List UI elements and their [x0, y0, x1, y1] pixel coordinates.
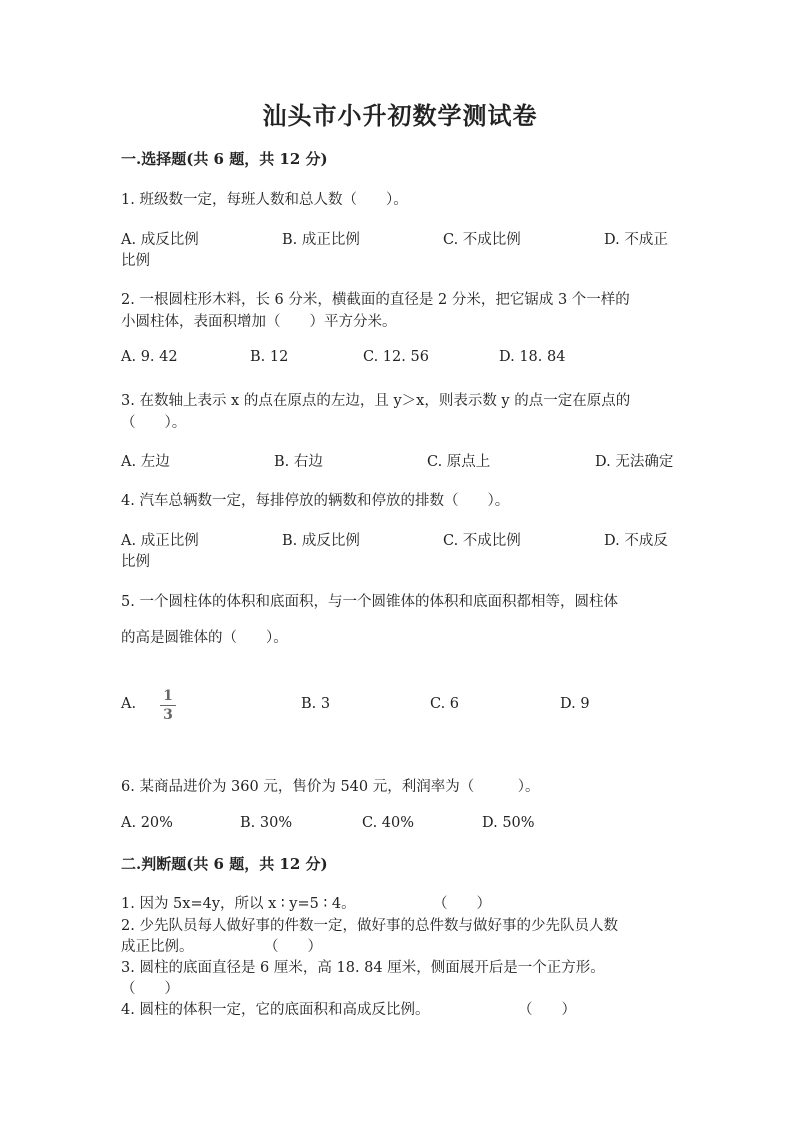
- question-6-stem: 6. 某商品进价为 360 元，售价为 540 元，利润率为（ ）。: [121, 779, 540, 795]
- judgement-4-answer-paren: （ ）: [518, 1002, 576, 1018]
- question-4-option-d-wrap: 比例: [121, 554, 150, 570]
- question-1-option-d-wrap: 比例: [121, 253, 150, 269]
- question-4-option-b: B. 成反比例: [282, 533, 360, 549]
- question-4-stem: 4. 汽车总辆数一定，每排停放的辆数和停放的排数（ ）。: [121, 493, 510, 509]
- question-5-stem-line2: 的高是圆锥体的（ ）。: [121, 630, 288, 646]
- question-3-option-d: D. 无法确定: [595, 454, 674, 470]
- question-4-option-a: A. 成正比例: [121, 533, 199, 549]
- question-3-option-a: A. 左边: [121, 454, 170, 470]
- question-5-option-b: B. 3: [301, 696, 331, 712]
- question-1-stem: 1. 班级数一定，每班人数和总人数（ ）。: [121, 192, 408, 208]
- question-2-option-b: B. 12: [250, 349, 289, 365]
- question-5-option-d: D. 9: [560, 696, 590, 712]
- section-heading-choice: 一.选择题(共 6 题，共 12 分): [121, 150, 328, 168]
- judgement-2-stem-line1: 2. 少先队员每人做好事的件数一定，做好事的总件数与做好事的少先队员人数: [121, 918, 618, 934]
- question-6-option-a: A. 20%: [121, 815, 173, 831]
- judgement-1-stem: 1. 因为 5x=4y，所以 x ∶ y=5 ∶ 4。: [121, 896, 356, 912]
- question-2-stem-line2: 小圆柱体，表面积增加（ ）平方分米。: [121, 314, 397, 330]
- question-2-option-a: A. 9. 42: [121, 349, 178, 365]
- question-1-option-a: A. 成反比例: [121, 232, 199, 248]
- fraction-bar: [160, 705, 176, 706]
- judgement-4-stem: 4. 圆柱的体积一定，它的底面积和高成反比例。: [121, 1002, 430, 1018]
- question-2-stem-line1: 2. 一根圆柱形木料，长 6 分米，横截面的直径是 2 分米，把它锯成 3 个一样的: [121, 292, 630, 308]
- judgement-2-answer-paren: （ ）: [264, 939, 322, 955]
- judgement-1-answer-paren: （ ）: [433, 896, 491, 912]
- question-4-option-c: C. 不成比例: [443, 533, 521, 549]
- question-2-option-d: D. 18. 84: [499, 349, 566, 365]
- question-6-option-d: D. 50%: [482, 815, 535, 831]
- judgement-3-answer-paren: （ ）: [121, 981, 179, 997]
- question-3-option-c: C. 原点上: [427, 454, 491, 470]
- question-3-option-b: B. 右边: [274, 454, 323, 470]
- question-5-stem-line1: 5. 一个圆柱体的体积和底面积，与一个圆锥体的体积和底面积都相等，圆柱体: [121, 594, 618, 610]
- fraction-numerator: 1: [163, 688, 173, 704]
- question-1-option-c: C. 不成比例: [443, 232, 521, 248]
- section-heading-judgement: 二.判断题(共 6 题，共 12 分): [121, 855, 328, 873]
- question-1-option-d: D. 不成正: [604, 232, 668, 248]
- page-title: 汕头市小升初数学测试卷: [262, 101, 538, 130]
- judgement-2-stem-line2: 成正比例。: [121, 939, 194, 955]
- fraction-denominator: 3: [163, 707, 173, 723]
- question-3-stem-line2: （ ）。: [121, 415, 187, 431]
- question-6-option-b: B. 30%: [240, 815, 293, 831]
- question-6-option-c: C. 40%: [362, 815, 415, 831]
- question-2-option-c: C. 12. 56: [363, 349, 429, 365]
- question-1-option-b: B. 成正比例: [282, 232, 360, 248]
- judgement-3-stem: 3. 圆柱的底面直径是 6 厘米，高 18. 84 厘米，侧面展开后是一个正方形。: [121, 960, 605, 976]
- question-3-stem-line1: 3. 在数轴上表示 x 的点在原点的左边，且 y＞x，则表示数 y 的点一定在原点的: [121, 393, 631, 409]
- question-5-option-a-fraction: [160, 688, 176, 723]
- question-5-option-a-label: A.: [121, 696, 137, 712]
- question-4-option-d: D. 不成反: [604, 533, 668, 549]
- question-5-option-c: C. 6: [430, 696, 460, 712]
